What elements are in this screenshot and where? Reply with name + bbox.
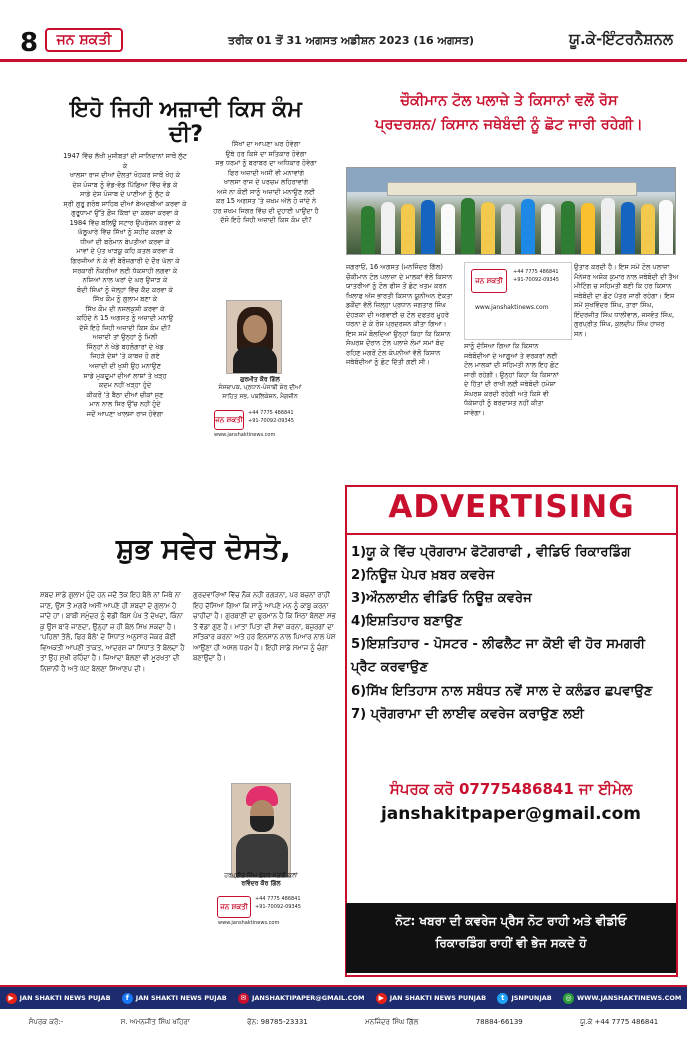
author-caption [205, 376, 315, 401]
protest-column-2: ਸਾਨੂੰ ਦੱਸਿਆ ਗਿਆ ਕਿ ਕਿਸਾਨ ਜਥੇਬੰਦੀਆਂ ਦੇ ਆਗੂਆਂ ਤੇ ਵਰਕਰਾਂ ਲਈ ਟੋਲ ਮਾਲਕਾਂ ਦੀ ਸਹਿਮਤੀ ਨਾਲ ਇਹ ਛੋਟ ਜਾਰੀ ਰਹੇਗੀ। ਉਨ੍ਹਾਂ ਕਿਹਾ ਕਿ ਕਿਸਾਨਾਂ ਦੇ ਹਿੱਤਾਂ ਦੀ ਰਾਖੀ ਲਈ ਜਥੇਬੰਦੀ ਹਮੇਸ਼ਾ ਸੰਘਰਸ਼ ਕਰਦੀ ਰਹੇਗੀ ਅਤੇ ਕਿਸੇ ਵੀ ਧੱਕੇਸ਼ਾਹੀ ਨੂੰ ਬਰਦਾਸ਼ਤ ਨਹੀਂ ਕੀਤਾ ਜਾਵੇਗਾ। [464, 342, 559, 417]
edition-date: ਤਰੀਕ 01 ਤੋਂ 31 ਅਗਸਤ ਅਡੀਸ਼ਨ 2023 (16 ਅਗਸਤ) [228, 34, 475, 47]
protest-column-1: ਜਗਰਾਓਂ, 16 ਅਗਸਤ (ਮਨਜਿੰਦਰ ਗਿੱਲ) ਚੌਕੀਮਾਨ ਟੋਲ ਪਲਾਜ਼ਾ ਦੇ ਮਾਲਕਾਂ ਵੱਲੋਂ ਕਿਸਾਨ ਯਾਤਰੀਆਂ ਨੂੰ ਟੋਲ ਫੀਸ ਤੋਂ ਛੋਟ ਖਤਮ ਕਰਨ ਖਿਲਾਫ ਅੱਜ ਭਾਰਤੀ ਕਿਸਾਨ ਯੂਨੀਅਨ ਏਕਤਾ ਡਕੌਂਦਾ ਵੱਲੋਂ ਜ਼ਿਲ੍ਹਾ ਪ੍ਰਧਾਨ ਜਗਤਾਰ ਸਿੰਘ ਦੇਹੜਕਾ ਦੀ ਅਗਵਾਈ ਚ ਟੋਲ ਦਫਤਰ ਮੂਹਰੇ ਧਰਨਾ ਦੇ ਕੇ ਰੋਸ ਪ੍ਰਦਰਸ਼ਨ ਕੀਤਾ ਗਿਆ। ਇਸ ਸਮੇਂ ਬੋਲਦਿਆਂ ਉਨ੍ਹਾਂ ਕਿਹਾ ਕਿ ਕਿਸਾਨ ਸੰਘਰਸ਼ ਦੌਰਾਨ ਟੋਲ ਪਲਾਜ਼ੇ ਲੰਮਾਂ ਸਮਾਂ ਬੰਦ ਰਹਿਣ ਮਗਰੋਂ ਟੋਲ ਕੰਪਨੀਆਂ ਵੱਲੋਂ ਕਿਸਾਨ ਜਥੇਬੰਦੀਆਂ ਨੂੰ ਛੋਟ ਦਿੱਤੀ ਗਈ ਸੀ। [346, 263, 453, 367]
masthead [0, 0, 687, 62]
poem-column-1 [60, 152, 190, 419]
columnist-photo-name: ਰਵਿੰਦਰ ਕੌਰ ਗਿੱਲ [241, 880, 281, 887]
poem-line: ਸਭ ਧਰਮਾਂ ਨੂੰ ਬਰਾਬਰ ਦਾ ਅਧਿਕਾਰ ਹੋਵੇਗਾ [215, 159, 317, 168]
poem-line: ਨਸ਼ਿਆਂ ਨਾਲ ਘਰਾਂ ਦੇ ਘਰ ਉਜਾੜ ਕੇ [82, 276, 168, 285]
poem-line: ਕਰ 15 ਅਗਸਤ 'ਤੇ ਜ਼ਖ਼ਮ ਅੱਲੇ ਹੋ ਜਾਂਦੇ ਨੇ [215, 197, 317, 206]
poem-line: ਕਦਮ ਨਹੀਂ ਖੜ੍ਹਾ ਹੁੰਦੇ [98, 381, 152, 390]
poem-line: ਜਿਹੜੇ ਦੇਸ਼ਾਂ 'ਤੇ ਕਾਬਜ਼ ਹੋ ਗਏ [90, 352, 160, 361]
ad-item: 6)ਸਿੱਖ ਇਤਿਹਾਸ ਨਾਲ ਸਬੰਧਤ ਨਵੇਂ ਸਾਲ ਦੇ ਕਲੰਡਰ ਛਪਵਾਉਣ [351, 683, 653, 699]
mini-brand-logo-2: ਜਨ ਸ਼ਕਤੀ [217, 896, 251, 918]
box-website: www.janshaktinews.com [475, 304, 549, 311]
social-label: JAN SHAKTI NEWS PUJAB [135, 994, 227, 1002]
poem-line: ਸਾਡੇ ਮੁਕਦੂਮਾਂ ਦੀਆਂ ਲਾਸ਼ਾਂ ਤੇ ਖੜ੍ਹ [83, 371, 167, 380]
footer-info [0, 1012, 687, 1032]
poem-line: ਅਜ਼ਾਦੀ ਤਾਂ ਉਨ੍ਹਾਂ ਨੂੰ ਮਿਲੀ [92, 333, 158, 342]
footer-social-item[interactable] [376, 993, 486, 1004]
columnist-photo [231, 783, 291, 878]
ad-email[interactable]: janshakitpaper@gmail.com [380, 804, 641, 824]
brand-logo-box [464, 262, 572, 340]
footer-social-item[interactable] [6, 993, 111, 1004]
globe-icon: ◎ [563, 993, 574, 1004]
social-label: JANSHAKTIPAPER@GMAIL.COM [251, 994, 365, 1002]
ad-item: 5)ਇਸ਼ਤਿਹਾਰ - ਪੋਸਟਰ - ਲੀਫਲੈਟ ਜਾ ਕੋਈ ਵੀ ਹੋਰ ਸਮਗਰੀ ਪ੍ਰੈਟ ਕਰਵਾਉਣ [351, 637, 646, 676]
author-name: ਗੁਰਮੀਤ ਕੌਰ ਗਿੱਲ [240, 376, 280, 383]
poem-line: ਦੱਸੋ ਇਹੋ ਜਿਹੀ ਅਜ਼ਾਦੀ ਕਿਸ ਕੰਮ ਦੀ? [220, 216, 312, 225]
columnist-name: ਹਰਪ੍ਰੀਤ ਸਿੰਘ ਬੁੱਗਰ ਮੰਤਰੀ ਕਲਾਂ [224, 872, 298, 879]
poem-line: ਜਿੰਨ੍ਹਾਂ ਨੇ ਖੇਡੇ ਬਹਲੋਗਾਰਾਂ ਦੇ ਖੇਡ [86, 342, 164, 351]
footer-social-item[interactable] [497, 993, 551, 1004]
footer-contact-label: ਸੰਪਰਕ ਕਰੋ:- [28, 1017, 64, 1026]
footer-social-item[interactable] [122, 993, 227, 1004]
advertising-title: ADVERTISING [388, 489, 635, 525]
poem-line: ਘੱਲੂਘਾਰੇ ਵਿੱਚ ਸਿੱਖਾਂ ਨੂੰ ਸ਼ਹੀਦ ਕਰਵਾ ਕੇ [77, 228, 173, 237]
advertising-divider [345, 533, 678, 535]
poem-line: ਮਾਵਾਂ ਦੇ ਪੁੱਤ ਖਾੜਕੂ ਕਹਿ ਕਤਲ ਕਰਵਾ ਕੇ [76, 247, 174, 256]
page-number: 8 [20, 28, 39, 58]
poem-line: 1947 ਵਿੱਚ ਲੱਖੀ ਮੁਸੀਬਤਾਂ ਦੀ ਜਾਨਿਦਾਨਾਂ ਸਾਥੋਂ ਲੁੱਟ ਕੇ [63, 152, 187, 170]
mini-website: www.janshaktinews.com [214, 432, 276, 438]
protest-headline [344, 90, 674, 138]
ad-item: 3)ਔਨਲਾਈਨ ਵੀਡਿਓ ਨਿਊਜ਼ ਕਵਰੇਜ [351, 591, 532, 607]
box-contact [513, 269, 559, 284]
footer-reporter-name: ਮਨਜਿੰਦਰ ਸਿੰਘ ਗਿੱਲ [365, 1017, 419, 1026]
mini-phone-in: +91-70092-09345 [248, 417, 294, 424]
good-morning-column-2: ਗੁਰਦਵਾਰਿਆਂ ਵਿੱਚ ਨੌਕ ਨਹੀਂ ਰਗੜਨਾ, ਪਰ ਬਚਨਾਂ ਰਾਹੀਂ ਇਹ ਦੱਸਿਆ ਗਿਆ ਕਿ ਸਾਨੂੰ ਆਪਣੇ ਮਨ ਨੂੰ ਕਾਬੂ ਕਰਨਾ ਚਾਹੀਦਾ ਹੈ। ਗੁਰਬਾਣੀ ਦਾ ਫੁਰਮਾਨ ਹੈ ਕਿ ਮਿੱਠਾ ਬੋਲਣਾ ਸਭ ਤੋਂ ਵੱਡਾ ਗੁਣ ਹੈ। ਮਾਤਾ ਪਿਤਾ ਦੀ ਸੇਵਾ ਕਰਨਾ, ਬਜ਼ੁਰਗਾਂ ਦਾ ਸਤਿਕਾਰ ਕਰਨਾ ਅਤੇ ਹਰ ਇਨਸਾਨ ਨਾਲ ਪਿਆਰ ਨਾਲ ਪੇਸ਼ ਆਉਣਾ ਹੀ ਅਸਲ ਧਰਮ ਹੈ। ਇਹੀ ਸਾਡੇ ਸਮਾਜ ਨੂੰ ਚੰਗਾ ਬਣਾਉਂਦਾ ਹੈ। [193, 591, 336, 663]
poem-line: ਸਰਕਾਰੀ ਨੌਕਰੀਆਂ ਲਈ ਧੱਕਸ਼ਾਹੀ ਲਗਵਾ ਕੇ [72, 266, 178, 275]
section-name: ਯੂ.ਕੇ-ਇੰਟਰਨੈਸ਼ਨਲ [569, 30, 673, 48]
poem-line: ਗਿਰਜੀਆਂ ਨੇ ਕੇ ਵੀ ਬੇਰੋਜ਼ਗਾਰੀ ਦੇ ਦੌਰ ਘੱਲਾ ਕੇ [70, 257, 180, 266]
box-brand-logo: ਜਨ ਸ਼ਕਤੀ [471, 269, 507, 293]
facebook-icon: f [122, 993, 133, 1004]
mini-phone-in-2: +91-70092-09345 [255, 903, 301, 910]
mini-contact-2 [255, 896, 301, 911]
social-label: JSNPUNJAB [511, 994, 552, 1002]
poem-line: ਦੱਸੋ ਇਹੋ ਜਿਹੀ ਅਜ਼ਾਦੀ ਕਿਸ ਕੰਮ ਦੀ? [79, 323, 171, 332]
box-phone-uk: +44 7775 486841 [513, 269, 559, 275]
poem-line: ਫਿਰ ਅਜ਼ਾਦੀ ਅਸੀਂ ਵੀ ਮਨਾਵਾਂਗੇ [227, 168, 305, 177]
poem-line: ਹਰ ਜ਼ਖ਼ਮ ਜਿਗਰ ਵਿੱਚ ਦੀ ਦੁਹਾਈ ਪਾਉਂਦਾ ਹੈ [213, 206, 319, 215]
footer-social-item[interactable] [238, 993, 364, 1004]
poem-line: ਖਾਲਸਾ ਰਾਜ ਦੇ ਪਰਚਮ ਲਹਿਰਾਵਾਂਗੇ [223, 178, 309, 187]
poem-line: ਦੇਸ਼ ਪੰਜਾਬ ਨੂੰ ਵੰਡ-ਵੰਡ ਪਿੱਛਿਆ ਵਿੱਚ ਵੰਡ ਕੇ [72, 180, 178, 189]
mini-brand-logo: ਜਨ ਸ਼ਕਤੀ [214, 410, 244, 430]
poem-headline: ਇਹੋ ਜਿਹੀ ਅਜ਼ਾਦੀ ਕਿਸ ਕੰਮ ਦੀ? [70, 97, 302, 147]
footer-social-bar [0, 987, 687, 1009]
good-morning-column-1: ਸ਼ਬਦ ਸਾਡੇ ਗੁਲਾਮ ਹੁੰਦੇ ਹਨ ਜਦੋਂ ਤੱਕ ਇਹ ਬੋਲੇ ਨਾਂ ਜਿਥੇ ਨਾ ਜਾਣ, ਉਸ ਤੋਂ ਮਗਰੋਂ ਅਸੀਂ ਆਪਣੇ ਹੀ ਸ਼ਬਦਾਂ ਦੇ ਗੁਲਾਮ ਹੋ ਜਾਂਦੇ ਹਾਂ। ਬਾਬੀ ਸਮੁੰਦਰ ਨੂੰ ਵੱਡੀ ਬਿਸ ਪੰਖ ਤੋਂ ਦੇਖਦਾ, ਕਿੰਨਾ ਕੁ ਉਸ ਬਾਰੇ ਜਾਣਦਾ, ਉਨ੍ਹਾਂ ਜ਼ ਹੀ ਬੋਲ ਸਿਖ ਸਕਦਾ ਹੈ। 'ਪਹਿਲਾਂ ਤੋਲੋ, ਫਿਰ ਬੋਲੋ' ਦੇ ਸਿਧਾਂਤ ਅਨੁਸਾਰ ਜੇਕਰ ਕੋਈ ਵਿਅਕਤੀ ਆਪਣੀ ਤਾਕਤ, ਆਦਰਸ਼ ਜਾਂ ਸਿਧਾਂਤ ਤੋਂ ਬੋਲਦਾ ਹੈ ਤਾਂ ਉਹ ਸੁਖੀ ਰਹਿੰਦਾ ਹੈ। ਜ਼ਿਆਦਾ ਬੋਲਣਾ ਵੀ ਮੂਰਖਤਾ ਦੀ ਨਿਸ਼ਾਨੀ ਹੈ ਅਤੇ ਘੱਟ ਬੋਲਣਾ ਸਿਆਣਪ ਦੀ। [40, 591, 185, 673]
poem-column-2 [200, 140, 332, 226]
footer-reporter-phone: 78884-66139 [475, 1018, 523, 1026]
author-org: ਸਾਹਿਤ ਸਭ, ਪਬਲਿਕੇਸ਼ਨ, ਮੈਗਜ਼ੀਨ [222, 392, 298, 400]
box-phone-in: +91-70092-09345 [513, 276, 559, 283]
ad-note-line-1: ਨੋਟ: ਖਬਰਾ ਦੀ ਕਵਰੇਜ ਪ੍ਰੈਸ ਨੋਟ ਰਾਹੀ ਅਤੇ ਵੀਡੀਓ [395, 914, 627, 928]
footer-uk-phone: ਯੂ.ਕੇ +44 7775 486841 [580, 1017, 659, 1026]
mail-icon: ✉ [238, 993, 249, 1004]
author-role: ਸੰਸਥਾਪਕ, ਪ੍ਰਧਾਨ-ਪੰਜਾਬੀ ਸ਼ੇਰ ਦੀਆਂ [218, 384, 302, 392]
protest-headline-line-1: ਚੌਕੀਮਾਨ ਟੋਲ ਪਲਾਜ਼ੇ ਤੇ ਕਿਸਾਨਾਂ ਵਲੋਂ ਰੋਸ [400, 93, 618, 109]
poem-line: ਸ੍ਰੀ ਗੁਰੂ ਗਰੰਥ ਸਾਹਿਬ ਦੀਆਂ ਬੇਅਦਬੀਆਂ ਕਰਵਾ ਕੇ [63, 199, 187, 208]
ad-note [346, 903, 676, 973]
good-morning-headline: ਸ਼ੁਭ ਸਵੇਰ ਦੋਸਤੋ, [116, 532, 291, 565]
poem-line: ਸਿੱਖ ਕੌਮ ਦੀ ਨਸਲਕੁਸ਼ੀ ਕਰਵਾ ਕੇ [85, 304, 165, 313]
poem-line: ਸਿੱਖ ਕੌਮ ਨੂੰ ਗੁਲਾਮ ਬਣਾ ਕੇ [92, 295, 158, 304]
ad-contact: ਸੰਪਰਕ ਕਰੋ 07775486841 ਜਾ ਈਮੇਲ [389, 780, 633, 798]
mini-contact [248, 410, 294, 425]
author-photo [226, 300, 282, 374]
youtube-icon: ▶ [6, 993, 17, 1004]
social-label: JAN SHAKTI NEWS PUNJAB [389, 994, 487, 1002]
poem-line: 1984 ਵਿੱਚ ਬਲਿਊ ਸਟਾਰ ਉਪਰੇਸ਼ਨ ਕਰਵਾ ਕੇ [69, 218, 181, 227]
poem-line: ਬੰਦੀ ਸਿੰਘਾਂ ਨੂੰ ਜੇਲ੍ਹਾਂ ਵਿੱਚ ਕੈਦ ਕਰਵਾ ਕੇ [76, 285, 174, 294]
protest-headline-line-2: ਪ੍ਰਦਰਸ਼ਨ/ ਕਿਸਾਨ ਜਥੇਬੰਦੀ ਨੂੰ ਛੋਟ ਜਾਰੀ ਰਹੇਗੀ। [375, 116, 643, 133]
poem-line: ਮਾਨ ਨਾਲ ਸਿਰ ਉੱਚ ਨਹੀਂ ਹੁੰਦੇ [89, 400, 161, 409]
protest-column-3: ਉਤਾਰ ਕਰਦੀ ਹੈ। ਇਸ ਸਮੇਂ ਟੋਲ ਪਲਾਜ਼ਾ ਮੈਨੇਜਰ ਅਸ਼ੋਕ ਕੁਮਾਰ ਨਾਲ ਜਥੇਬੰਦੀ ਦੀ ਤੈਅ ਮੀਟਿੰਗ ਚ ਸਹਿਮਤੀ ਬਣੀ ਕਿ ਹਰ ਕਿਸਾਨ ਜਥੇਬੰਦੀ ਦਾ ਛੋਟ ਪੱਤਰ ਜਾਰੀ ਰਹੇਗਾ। ਇਸ ਸਮੇਂ ਸੁਖਵਿੰਦਰ ਸਿੰਘ, ਤਾਰਾ ਸਿੰਘ, ਇੰਦਰਜੀਤ ਸਿੰਘ ਧਾਲੀਵਾਲ, ਜਸਵੰਤ ਸਿੰਘ, ਗੁਰਪ੍ਰੀਤ ਸਿੰਘ, ਕੁਲਦੀਪ ਸਿੰਘ ਹਾਜ਼ਰ ਸਨ। [574, 263, 679, 338]
columnist-caption [196, 880, 326, 888]
social-label: WWW.JANSHAKTINEWS.COM [577, 994, 682, 1002]
ad-item: 4)ਇਸ਼ਤਿਹਾਰ ਬਣਾਉਣ [351, 614, 463, 630]
mini-phone-uk-2: +44 7775 486841 [255, 896, 301, 902]
brand-logo: ਜਨ ਸ਼ਕਤੀ [45, 28, 123, 52]
ad-item: 2)ਨਿਊਜ਼ ਪੇਪਰ ਖ਼ਬਰ ਕਵਰੇਜ [351, 568, 495, 584]
poem-line: ਗੁਰੂਧਾਮਾਂ ਉੱਤੇ ਫ਼ੌਜ ਕਿੱਥਾਂ ਦਾ ਕਬਜ਼ਾ ਕਰਵਾ ਕੇ [71, 209, 179, 218]
poem-line: ਕਹਿੰਦੇ ਨੇ 15 ਅਗਸਤ ਨੂੰ ਅਜ਼ਾਦੀ ਮਨਾਉ [76, 314, 174, 323]
youtube-icon: ▶ [376, 993, 387, 1004]
ad-item: 1)ਯੂ ਕੇ ਵਿੱਚ ਪ੍ਰੋਗਰਾਮ ਫੋਟੋਗਰਾਫੀ , ਵੀਡਿਓ ਰਿਕਾਰਡਿੰਗ [351, 545, 631, 560]
ad-item: 7) ਪ੍ਰੋਗਰਾਮਾ ਦੀ ਲਾਈਵ ਕਵਰੇਜ ਕਰਾਉਣ ਲਈ [351, 706, 585, 722]
poem-line: ਕੀਕਰੋਂ 'ਤੇ ਬੈਠਾ ਦੀਆਂ ਚੀਕਾਂ ਸੁਣ [86, 390, 164, 399]
twitter-icon: t [497, 993, 508, 1004]
advertising-list [351, 541, 671, 726]
poem-line: ਉਥੇ ਹਰ ਕਿਸੇ ਦਾ ਸਤਿਕਾਰ ਹੋਵੇਗਾ [225, 149, 307, 158]
poem-line: ਸਾਡੇ ਦੇਸ਼ ਪੰਜਾਬ ਦੇ ਪਾਣੀਆਂ ਨੂੰ ਲੁੱਟ ਕੇ [80, 190, 170, 199]
protest-photo [346, 167, 676, 255]
poem-line: ਅਜ਼ਾਦੀ ਦੀ ਖੁਸ਼ੀ ਉਹ ਮਨਾਉਣ [89, 362, 161, 371]
social-label: JAN SHAKTI NEWS PUJAB [19, 994, 111, 1002]
footer-phone: ਫੋਨ: 98785-23331 [247, 1017, 308, 1026]
poem-line: ਸਿੱਖਾਂ ਦਾ ਆਪਣਾ ਘਰ ਹੋਵੇਗਾ [231, 140, 301, 148]
footer-editor-name: ਸ. ਅਮਨਜੀਤ ਸਿੰਘ ਖਹਿਰਾ [120, 1017, 190, 1026]
poem-line: ਅਜੇ ਨਾ ਕੋਈ ਸਾਨੂੰ ਅਜ਼ਾਦੀ ਮਨਾਉਣ ਲਈ [217, 187, 315, 196]
poem-line: ਧੀਆਂ ਦੀ ਬਰੋਮਾਨ ਬੇਪਤੀਆਂ ਕਰਵਾ ਕੇ [80, 237, 170, 246]
poem-line: ਖਾਲਸਾ ਰਾਜ ਦੀਆਂ ਦੌਲਤਾਂ ਖੋਹਕਰ ਸਾਥੋਂ ਖੋਹ ਕੇ [69, 171, 181, 180]
ad-note-line-2: ਰਿਕਾਰਡਿੰਗ ਰਾਹੀਂ ਵੀ ਭੇਜ ਸਕਦੇ ਹੋ [435, 935, 587, 950]
poem-line: ਜਦੋਂ ਆਪਣਾ ਖਾਲਸਾ ਰਾਜ ਹੋਵੇਗਾ [86, 409, 164, 418]
footer-social-item[interactable] [563, 993, 681, 1004]
mini-website-2: www.janshaktinews.com [218, 920, 280, 926]
mini-phone-uk: +44 7775 486841 [248, 410, 294, 416]
